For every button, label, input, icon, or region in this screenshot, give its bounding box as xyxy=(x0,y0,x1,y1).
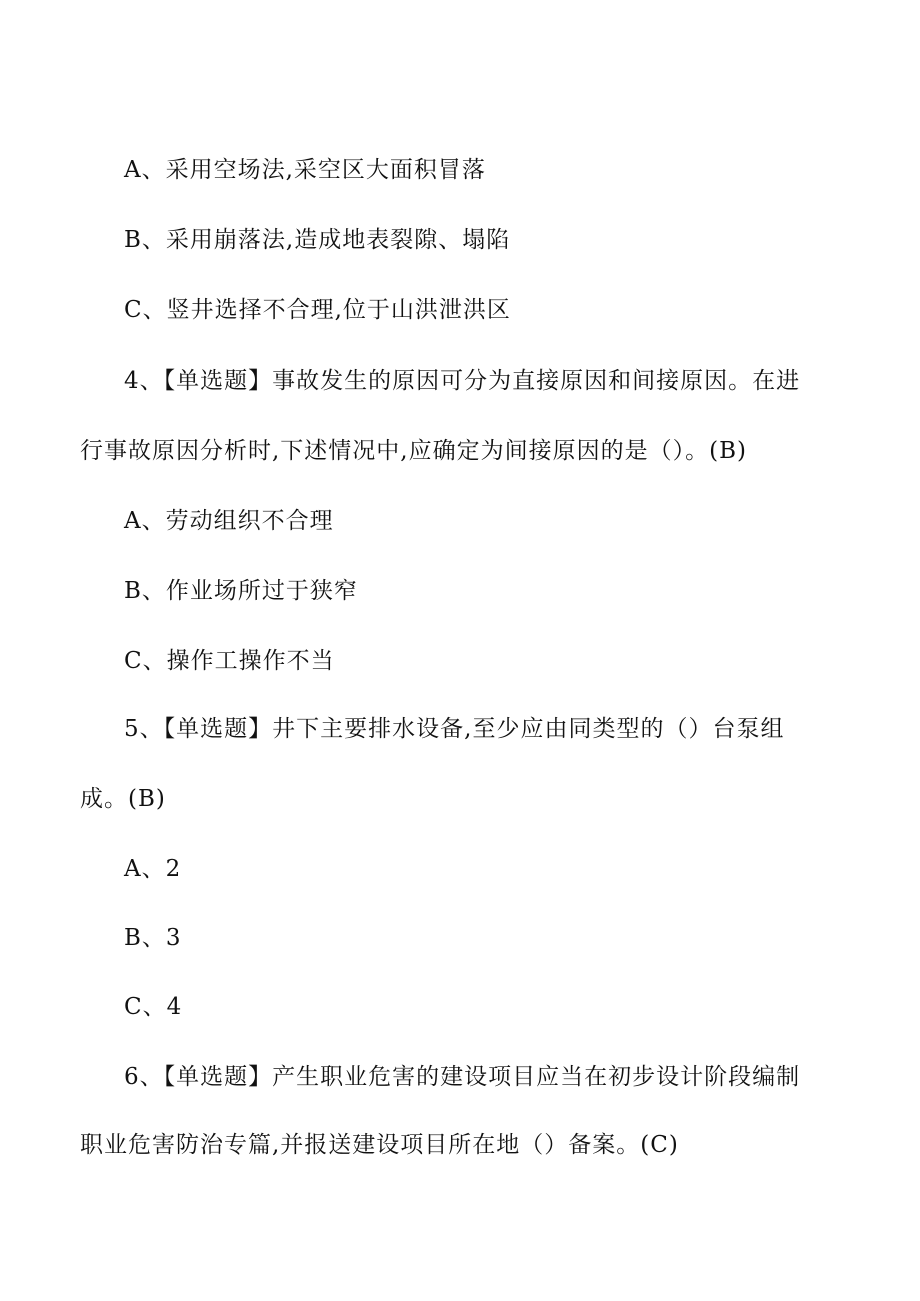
q3-option-c: C、竖井选择不合理,位于山洪泄洪区 xyxy=(124,297,511,323)
q3-option-b: B、采用崩落法,造成地表裂隙、塌陷 xyxy=(124,227,511,253)
q5-stem-line1: 5、【单选题】井下主要排水设备,至少应由同类型的（）台泵组 xyxy=(124,716,785,742)
q6-stem-line1: 6、【单选题】产生职业危害的建设项目应当在初步设计阶段编制 xyxy=(124,1064,801,1090)
q6-stem-line2: 职业危害防治专篇,并报送建设项目所在地（）备案。(C) xyxy=(80,1132,679,1158)
q4-stem-line2: 行事故原因分析时,下述情况中,应确定为间接原因的是（）。(B) xyxy=(80,438,747,464)
q4-option-b: B、作业场所过于狭窄 xyxy=(124,578,358,604)
q5-stem-line2: 成。(B) xyxy=(80,786,166,812)
q5-option-a: A、2 xyxy=(124,856,182,882)
q5-option-c: C、4 xyxy=(124,994,183,1020)
q4-option-c: C、操作工操作不当 xyxy=(124,648,335,674)
q4-option-a: A、劳动组织不合理 xyxy=(124,508,334,534)
q5-option-b: B、3 xyxy=(124,925,182,951)
q4-stem-line1: 4、【单选题】事故发生的原因可分为直接原因和间接原因。在进 xyxy=(124,368,801,394)
q3-option-a: A、采用空场法,采空区大面积冒落 xyxy=(124,157,486,183)
